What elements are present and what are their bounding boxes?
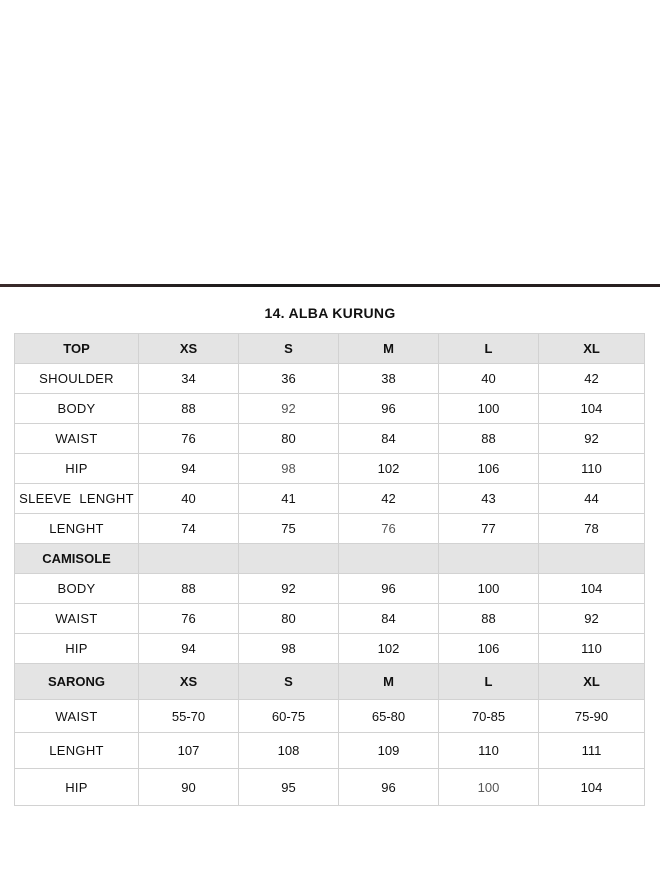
table-row [15,364,645,394]
table-cell: 102 [339,634,439,664]
table-cell: 75 [239,514,339,544]
header-cell: M [339,664,439,700]
header-cell: CAMISOLE [15,544,139,574]
header-cell [439,544,539,574]
header-cell: S [239,664,339,700]
row-label: HIP [15,454,139,484]
table-cell: 41 [239,484,339,514]
table-cell: 104 [539,574,645,604]
table-cell: 84 [339,604,439,634]
table-cell: 92 [239,394,339,424]
table-cell: 40 [439,364,539,394]
row-label: LENGHT [15,514,139,544]
table-cell: 84 [339,424,439,454]
table-cell: 92 [539,424,645,454]
table-cell: 70-85 [439,700,539,733]
table-cell: 98 [239,454,339,484]
table-cell: 96 [339,769,439,806]
row-label: BODY [15,574,139,604]
table-cell: 60-75 [239,700,339,733]
table-cell: 44 [539,484,645,514]
header-cell: M [339,334,439,364]
table-cell: 88 [439,604,539,634]
table-cell: 42 [339,484,439,514]
header-cell: SARONG [15,664,139,700]
table-cell: 110 [539,634,645,664]
row-label: BODY [15,394,139,424]
table-cell: 38 [339,364,439,394]
header-cell: TOP [15,334,139,364]
row-label: WAIST [15,604,139,634]
header-cell: L [439,334,539,364]
table-row [15,700,645,733]
row-label: HIP [15,769,139,806]
table-cell: 76 [139,424,239,454]
table-row [15,454,645,484]
header-cell: L [439,664,539,700]
header-cell: XL [539,334,645,364]
row-label: SHOULDER [15,364,139,394]
top-divider-line [0,284,660,287]
table-row [15,604,645,634]
row-label: LENGHT [15,733,139,769]
table-cell: 95 [239,769,339,806]
table-cell: 88 [439,424,539,454]
row-label: WAIST [15,700,139,733]
table-cell: 88 [139,574,239,604]
table-cell: 65-80 [339,700,439,733]
table-cell: 43 [439,484,539,514]
header-cell [539,544,645,574]
table-cell: 92 [539,604,645,634]
table-cell: 94 [139,634,239,664]
table-cell: 106 [439,454,539,484]
table-row [15,514,645,544]
table-cell: 111 [539,733,645,769]
table-cell: 92 [239,574,339,604]
sarong-header-row [15,664,645,700]
table-row [15,634,645,664]
table-cell: 76 [139,604,239,634]
table-cell: 90 [139,769,239,806]
table-cell: 109 [339,733,439,769]
table-cell: 110 [539,454,645,484]
table-row [15,733,645,769]
header-cell: S [239,334,339,364]
table-cell: 96 [339,574,439,604]
chart-title: 14. ALBA KURUNG [264,305,396,321]
table-cell: 102 [339,454,439,484]
table-row [15,394,645,424]
table-cell: 78 [539,514,645,544]
table-cell: 75-90 [539,700,645,733]
table-row [15,424,645,454]
table-cell: 88 [139,394,239,424]
table-cell: 106 [439,634,539,664]
row-label: WAIST [15,424,139,454]
size-chart-table [14,333,645,806]
table-row [15,484,645,514]
table-cell: 42 [539,364,645,394]
table-cell: 96 [339,394,439,424]
table-cell: 76 [339,514,439,544]
table-cell: 34 [139,364,239,394]
top-header-row [15,334,645,364]
row-label: SLEEVE LENGHT [15,484,139,514]
table-cell: 36 [239,364,339,394]
table-cell: 110 [439,733,539,769]
table-cell: 100 [439,394,539,424]
header-cell: XL [539,664,645,700]
table-cell: 94 [139,454,239,484]
camisole-header-row [15,544,645,574]
table-cell: 108 [239,733,339,769]
table-cell: 100 [439,769,539,806]
table-cell: 55-70 [139,700,239,733]
table-row [15,769,645,806]
table-cell: 40 [139,484,239,514]
table-cell: 80 [239,424,339,454]
row-label: HIP [15,634,139,664]
table-cell: 98 [239,634,339,664]
header-cell [139,544,239,574]
table-cell: 100 [439,574,539,604]
table-cell: 74 [139,514,239,544]
table-cell: 80 [239,604,339,634]
header-cell [239,544,339,574]
header-cell: XS [139,664,239,700]
table-row [15,574,645,604]
table-cell: 104 [539,769,645,806]
table-cell: 77 [439,514,539,544]
header-cell: XS [139,334,239,364]
table-cell: 107 [139,733,239,769]
header-cell [339,544,439,574]
table-cell: 104 [539,394,645,424]
